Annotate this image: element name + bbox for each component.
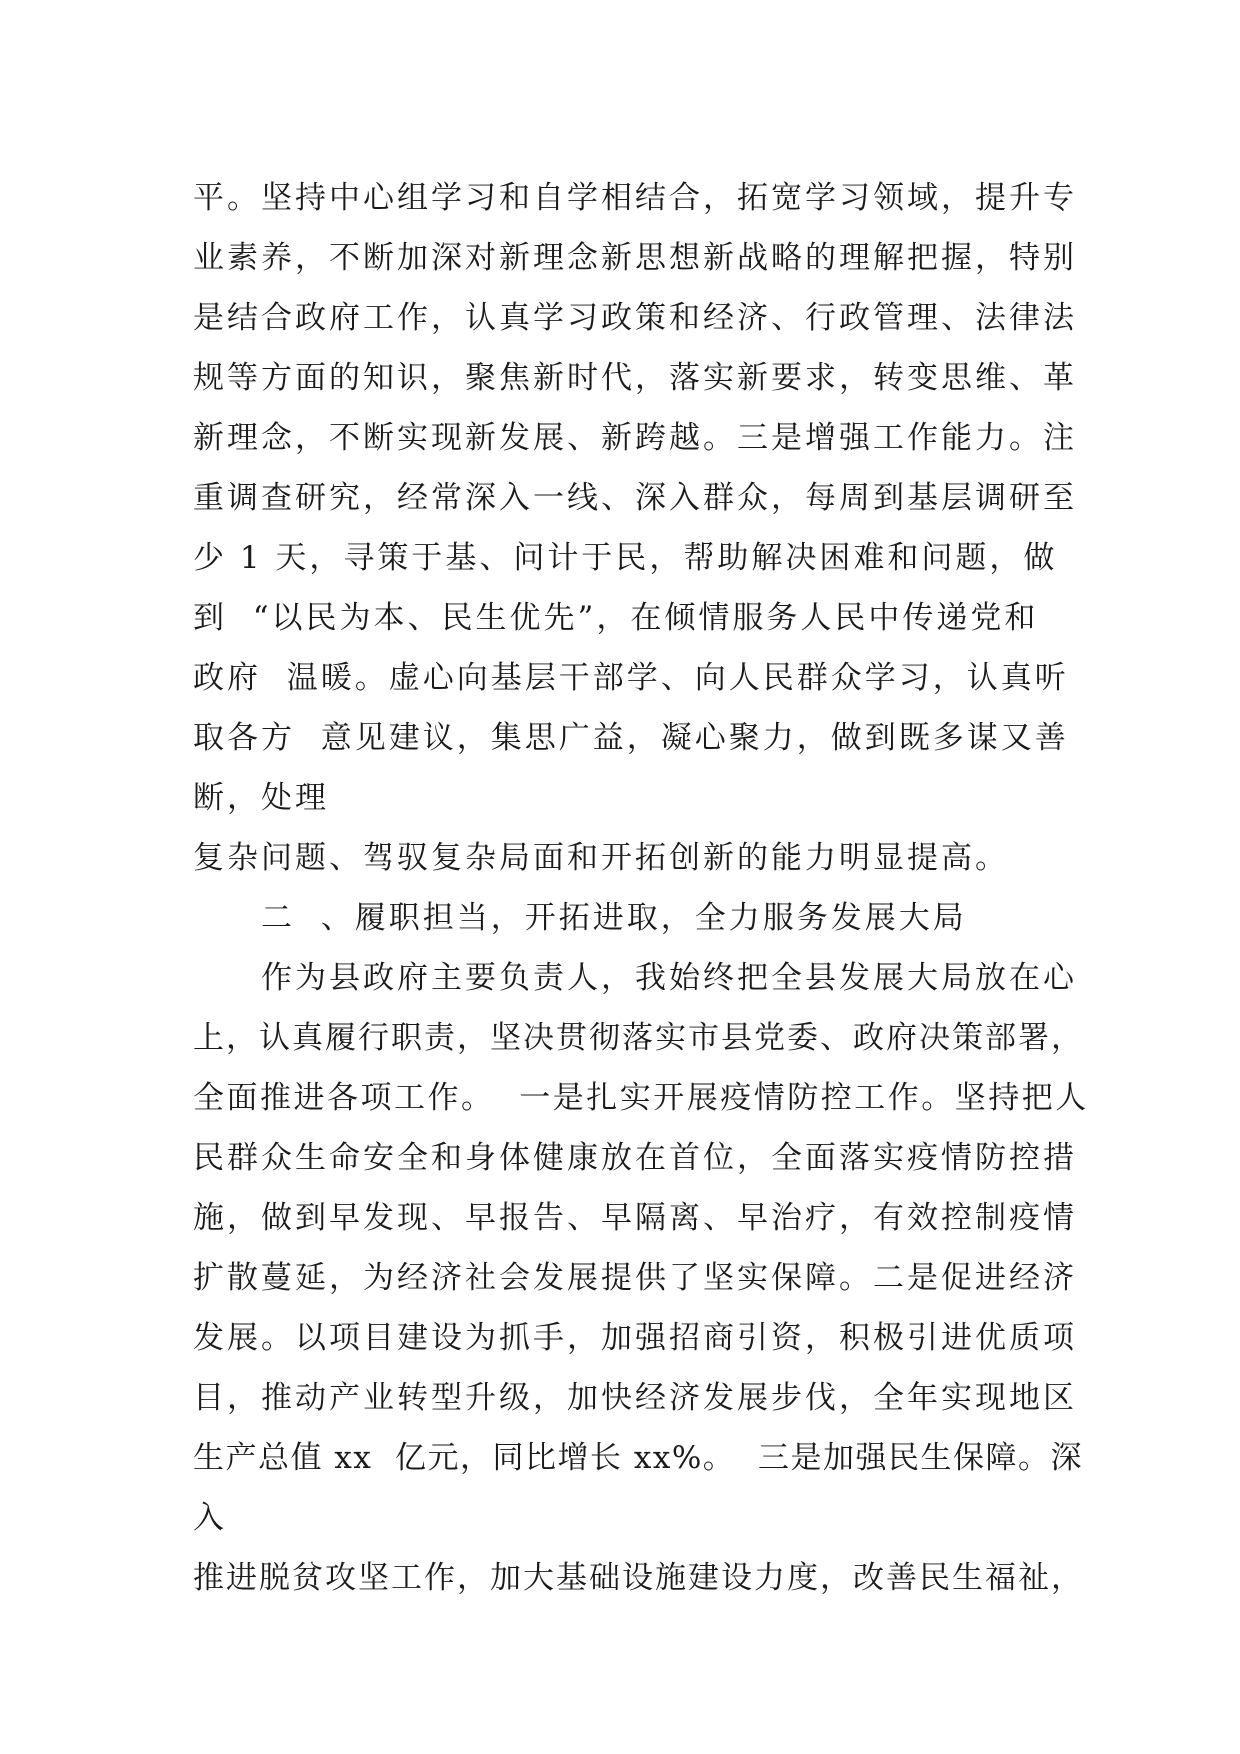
body-line: 断，处理	[193, 780, 329, 816]
body-line: 重调查研究，经常深入一线、深入群众，每周到基层调研至	[193, 480, 1077, 516]
body-line: 少 1 天，寻策于基、问计于民，帮助解决困难和问题，做	[193, 540, 1058, 576]
body-line: 扩散蔓延，为经济社会发展提供了坚实保障。二是促进经济	[193, 1260, 1077, 1296]
section-heading: 二 、履职担当，开拓进取，全力服务发展大局	[261, 900, 967, 936]
body-line: 新理念，不断实现新发展、新跨越。三是增强工作能力。注	[193, 420, 1077, 456]
body-line: 入	[193, 1500, 227, 1536]
body-line: 取各方 意见建议，集思广益，凝心聚力，做到既多谋又善	[193, 720, 1069, 756]
document-body	[193, 168, 1089, 1608]
body-line: 规等方面的知识，聚焦新时代，落实新要求，转变思维、革	[193, 360, 1077, 396]
body-line: 政府 温暖。虚心向基层干部学、向人民群众学习，认真听	[193, 660, 1069, 696]
body-line: 是结合政府工作，认真学习政策和经济、行政管理、法律法	[193, 300, 1077, 336]
body-line: 到 “以民为本、民生优先”，在倾情服务人民中传递党和	[193, 600, 1039, 636]
paragraph-first-line: 作为县政府主要负责人，我始终把全县发展大局放在心	[261, 960, 1077, 996]
body-line: 复杂问题、驾驭复杂局面和开拓创新的能力明显提高。	[193, 840, 1009, 876]
body-line: 平。坚持中心组学习和自学相结合，拓宽学习领域，提升专	[193, 180, 1077, 216]
body-line: 目，推动产业转型升级，加快经济发展步伐，全年实现地区	[193, 1380, 1077, 1416]
body-line: 生产总值 xx 亿元，同比增长 xx%。 三是加强民生保障。深	[193, 1440, 1084, 1476]
body-line: 上，认真履行职责，坚决贯彻落实市县党委、政府决策部署，	[193, 1020, 1084, 1056]
body-line: 业素养，不断加深对新理念新思想新战略的理解把握，特别	[193, 240, 1077, 276]
body-line: 全面推进各项工作。 一是扎实开展疫情防控工作。坚持把人	[193, 1080, 1089, 1116]
body-line: 施，做到早发现、早报告、早隔离、早治疗，有效控制疫情	[193, 1200, 1077, 1236]
body-line: 民群众生命安全和身体健康放在首位，全面落实疫情防控措	[193, 1140, 1077, 1176]
body-line: 推进脱贫攻坚工作，加大基础设施建设力度，改善民生福祉，	[193, 1560, 1084, 1596]
body-line: 发展。以项目建设为抓手，加强招商引资，积极引进优质项	[193, 1320, 1077, 1356]
